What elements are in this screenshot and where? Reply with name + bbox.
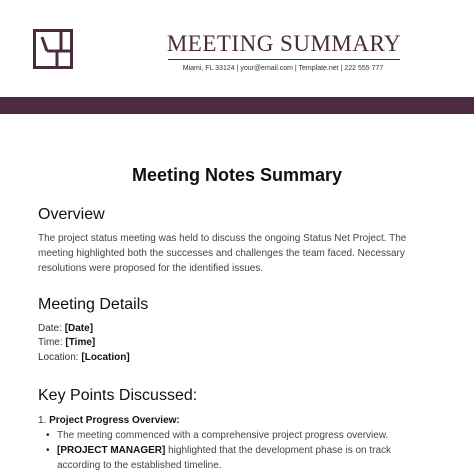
bullet-icon: • <box>46 445 50 456</box>
item-number: 1. <box>38 415 47 426</box>
location-row <box>38 351 130 365</box>
bullet-text: highlighted that the development phase is on track <box>168 445 392 456</box>
location-label: Location: <box>38 352 79 363</box>
document-title: Meeting Notes Summary <box>131 165 343 185</box>
time-label: Time: <box>38 337 63 348</box>
brand-title: MEETING SUMMARY <box>166 31 402 56</box>
overview-heading: Overview <box>38 206 105 223</box>
key-points-heading: Key Points Discussed: <box>38 387 198 404</box>
location-value: [Location] <box>81 352 130 363</box>
bullet-item <box>46 443 446 458</box>
bullet-item <box>46 428 446 443</box>
page-header <box>0 0 474 97</box>
accent-band <box>0 97 474 114</box>
date-row <box>38 322 93 336</box>
time-row <box>38 336 95 350</box>
bullet-continuation: according to the established timeline. <box>57 460 222 471</box>
overview-line: The project status meeting was held to discuss the ongoing Status Net Project. The <box>38 233 407 244</box>
meeting-details-heading: Meeting Details <box>38 296 149 313</box>
logo-icon <box>33 29 73 69</box>
bullet-icon: • <box>46 430 50 441</box>
overview-paragraph <box>38 231 438 276</box>
time-value: [Time] <box>65 337 96 348</box>
title-divider <box>168 59 400 60</box>
contact-info: Miami, FL 33124 | your@email.com | Template.net | 222 555 777 <box>182 65 384 72</box>
date-label: Date: <box>38 323 62 334</box>
date-value: [Date] <box>64 323 94 334</box>
overview-line: resolutions were proposed for the identified issues. <box>38 263 264 274</box>
bullet-text: The meeting commenced with a comprehensive project progress overview. <box>57 430 389 441</box>
bullet-bold-text: [PROJECT MANAGER] <box>57 445 166 456</box>
list-item <box>38 414 180 428</box>
item-title: Project Progress Overview: <box>49 415 180 426</box>
overview-line: meeting highlighted both the successes and challenges the team faced. Necessary <box>38 248 405 259</box>
